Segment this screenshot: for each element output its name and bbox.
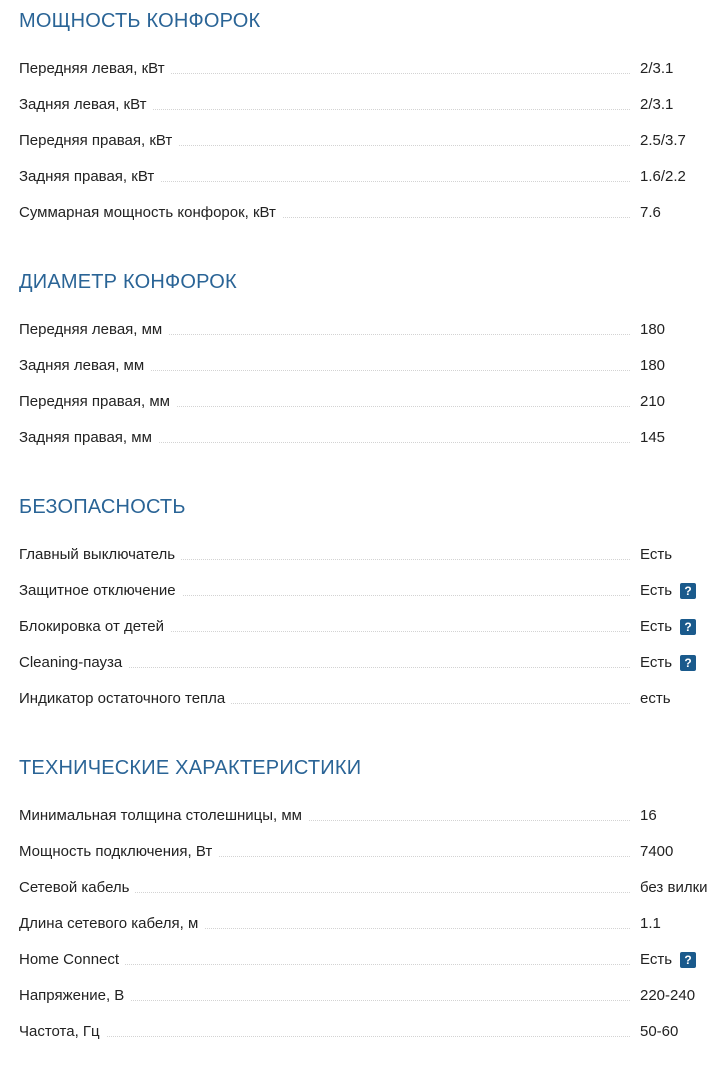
spec-value-text: 210 — [640, 393, 666, 410]
spec-value-text: 2.5/3.7 — [640, 132, 686, 149]
spec-value-text: 145 — [640, 429, 666, 446]
section-title: ДИАМЕТР КОНФОРОК — [19, 271, 237, 293]
spec-row — [19, 356, 719, 376]
spec-value-text: 2/3.1 — [640, 60, 674, 77]
spec-value — [640, 428, 665, 448]
spec-value-text: 180 — [640, 321, 666, 338]
spec-label: Сетевой кабель — [19, 878, 135, 898]
spec-label: Задняя левая, кВт — [19, 95, 153, 115]
spec-value — [640, 59, 673, 79]
spec-row — [19, 59, 719, 79]
help-question-icon[interactable]: ? — [680, 952, 696, 968]
spec-value-text: 50-60 — [640, 1023, 679, 1040]
spec-label: Home Connect — [19, 950, 125, 970]
spec-row — [19, 689, 719, 709]
spec-value-text: есть — [640, 690, 671, 707]
spec-value — [640, 878, 708, 898]
spec-value — [640, 1022, 678, 1042]
spec-value-text: без вилки — [640, 879, 708, 896]
spec-value — [640, 392, 665, 412]
spec-label: Передняя правая, кВт — [19, 131, 178, 151]
section-title: ТЕХНИЧЕСКИЕ ХАРАКТЕРИСТИКИ — [19, 757, 362, 779]
spec-row — [19, 581, 719, 601]
spec-value-text: Есть — [640, 618, 673, 635]
spec-row — [19, 806, 719, 826]
spec-label: Задняя правая, мм — [19, 428, 158, 448]
spec-row — [19, 617, 719, 637]
spec-value — [640, 356, 665, 376]
spec-section — [19, 756, 719, 1040]
help-question-icon[interactable]: ? — [680, 655, 696, 671]
spec-row — [19, 914, 719, 934]
spec-value — [640, 617, 696, 637]
spec-value-text: 1.1 — [640, 915, 661, 932]
spec-row — [19, 950, 719, 970]
spec-value-text: 7400 — [640, 843, 674, 860]
spec-value-text: 180 — [640, 357, 666, 374]
spec-value-text: 220-240 — [640, 987, 696, 1004]
spec-label: Минимальная толщина столешницы, мм — [19, 806, 308, 826]
spec-value — [640, 986, 695, 1006]
spec-row — [19, 131, 719, 151]
spec-label: Задняя правая, кВт — [19, 167, 160, 187]
spec-row — [19, 428, 719, 448]
spec-value — [640, 581, 696, 601]
spec-row — [19, 1022, 719, 1042]
spec-label: Cleaning-пауза — [19, 653, 128, 673]
spec-value-text: 1.6/2.2 — [640, 168, 686, 185]
spec-label: Напряжение, В — [19, 986, 130, 1006]
spec-value-text: 16 — [640, 807, 657, 824]
spec-value-text: Есть — [640, 582, 673, 599]
spec-label: Передняя левая, кВт — [19, 59, 171, 79]
section-title: БЕЗОПАСНОСТЬ — [19, 496, 186, 518]
spec-row — [19, 545, 719, 565]
spec-row — [19, 203, 719, 223]
spec-label: Мощность подключения, Вт — [19, 842, 218, 862]
spec-value — [640, 806, 657, 826]
spec-row — [19, 878, 719, 898]
spec-row — [19, 986, 719, 1006]
spec-section — [19, 9, 719, 221]
section-title: МОЩНОСТЬ КОНФОРОК — [19, 10, 261, 32]
spec-value — [640, 131, 686, 151]
spec-label: Передняя правая, мм — [19, 392, 176, 412]
dotted-leader — [19, 1036, 630, 1037]
spec-row — [19, 653, 719, 673]
spec-label: Суммарная мощность конфорок, кВт — [19, 203, 282, 223]
spec-value — [640, 95, 673, 115]
spec-value-text: Есть — [640, 546, 673, 563]
spec-label: Блокировка от детей — [19, 617, 170, 637]
spec-value — [640, 950, 696, 970]
spec-label: Длина сетевого кабеля, м — [19, 914, 204, 934]
spec-value-text: 2/3.1 — [640, 96, 674, 113]
spec-label: Защитное отключение — [19, 581, 182, 601]
spec-row — [19, 392, 719, 412]
spec-section — [19, 270, 719, 446]
spec-value — [640, 545, 672, 565]
spec-row — [19, 842, 719, 862]
help-question-icon[interactable]: ? — [680, 619, 696, 635]
spec-value-text: Есть — [640, 654, 673, 671]
spec-label: Индикатор остаточного тепла — [19, 689, 231, 709]
spec-value — [640, 203, 661, 223]
spec-value — [640, 689, 671, 709]
spec-section — [19, 495, 719, 707]
spec-label: Задняя левая, мм — [19, 356, 150, 376]
spec-value — [640, 167, 686, 187]
spec-value-text: Есть — [640, 951, 673, 968]
spec-row — [19, 320, 719, 340]
spec-row — [19, 95, 719, 115]
spec-label: Частота, Гц — [19, 1022, 106, 1042]
spec-value — [640, 320, 665, 340]
spec-label: Главный выключатель — [19, 545, 181, 565]
spec-value-text: 7.6 — [640, 204, 661, 221]
spec-label: Передняя левая, мм — [19, 320, 168, 340]
spec-value — [640, 842, 673, 862]
spec-value — [640, 914, 661, 934]
spec-value — [640, 653, 696, 673]
help-question-icon[interactable]: ? — [680, 583, 696, 599]
spec-row — [19, 167, 719, 187]
